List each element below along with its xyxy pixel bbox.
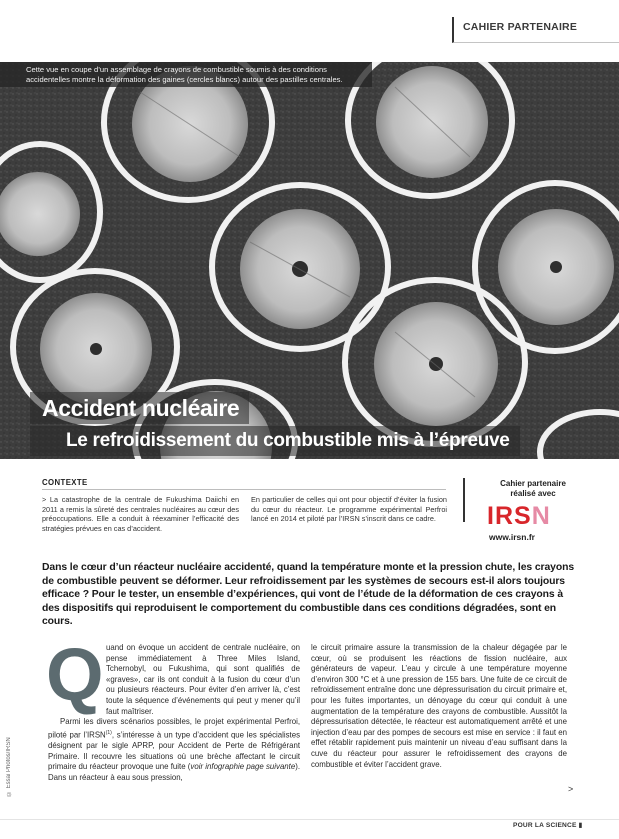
body-paragraph-2-start: Parmi les divers scénarios possibles, le projet expérimental Perfroi, piloté par l’IRSN — [48, 717, 300, 740]
photo-caption: Cette vue en coupe d’un assemblage de crayons de combustible soumis à des conditions accidentelles montre la déformation des gaines (cercles blancs) autour des pastilles centrales. — [0, 62, 372, 87]
body-column-1 — [46, 633, 301, 783]
section-tag: CAHIER PARTENAIRE — [452, 17, 619, 43]
lead-paragraph: Dans le cœur d’un réacteur nucléaire accidenté, quand la température monte et la pression chute, les crayons de combustible peuvent se déformer. Leur refroidissement par les systèmes de secours est-il alors toujours efficace ? Pour le tester, un ensemble d’expériences, qui vont de l’étude de la déformation de ces crayons à des dispositifs qui reproduisent le comportement du combustible dans ces conditions dégradées, sont en cours. — [42, 562, 574, 628]
partner-label-line2: réalisé avec — [510, 489, 556, 498]
context-divider — [42, 489, 446, 490]
magazine-folio: POUR LA SCIENCE ▮ — [513, 822, 583, 829]
context-text-col1: > La catastrophe de la centrale de Fukushima Daiichi en 2011 a remis la sûreté des centrales nucléaires au cœur des préoccupations. Elle a conduit à réexaminer l’efficacité des stratégies prévues en cas d’accident. — [42, 495, 239, 533]
body-paragraph-3: le circuit primaire assure la transmission de la chaleur dégagée par le cœur, où se produisent les réactions de fission nucléaire, aux générateurs de vapeur. L’eau y circule à une température moyenne d’environ 300 °C et à une pression de 155 bars. Une fuite de ce circuit de refroidissement entraîne donc une dépressurisation du circuit primaire et, pour les fuites importantes, un dénoyage du cœur qui conduit à une augmentation de la température des crayons de combustible. Aussitôt la dépressurisation détectée, le réacteur est automatiquement arrêté et une injection d’eau par des pompes de secours est mise en service : il faut en effet rétablir rapidement puis maintenir un niveau d’eau suffisant dans la cuve du réacteur pour assurer le refroidissement des crayons de combustible et éviter l’accident grave. — [311, 643, 567, 769]
footer-divider — [0, 819, 619, 820]
partner-label — [478, 479, 588, 499]
partner-divider — [463, 478, 465, 522]
article-title-block — [30, 392, 590, 456]
photo-credit: © Essai Photos/IRSN — [6, 737, 12, 796]
body-paragraph-2-end: ). Dans un réacteur à eau sous pression, — [48, 762, 301, 782]
context-label: CONTEXTE — [42, 478, 88, 487]
footnote-marker: (1) — [105, 729, 112, 736]
partner-url[interactable]: www.irsn.fr — [489, 532, 535, 542]
partner-label-line1: Cahier partenaire — [500, 479, 566, 488]
article-subtitle: Le refroidissement du combustible mis à l’épreuve — [30, 426, 520, 456]
irsn-logo-main: IRS — [487, 502, 532, 530]
body-column-2 — [311, 643, 567, 770]
body-paragraph-2-mid: , s’intéresse à un type d’accident que les spécialistes désignent par le sigle APRP, pour Accident de Perte de Réfrigérant Primaire. Il recouvre les situations où une brèche affectant le circuit primaire du réacteur provoque une fuite ( — [48, 730, 301, 772]
next-page-arrow-icon: > — [568, 784, 574, 794]
irsn-logo-n: N — [531, 502, 551, 530]
infographic-reference: voir infographie page suivante — [190, 762, 296, 772]
article-title: Accident nucléaire — [30, 392, 249, 424]
irsn-logo — [487, 503, 551, 529]
context-text-col2: En particulier de celles qui ont pour objectif d’éviter la fusion du cœur du réacteur. Le programme expérimental Perfroi lancé en 2014 et piloté par l’IRSN s’inscrit dans ce cadre. — [251, 495, 447, 524]
body-paragraph-1: uand on évoque un accident de centrale nucléaire, on pense immédiatement à Three Miles Island, Tchernobyl, ou Fukushima, qui sont qualifiés de «graves», car ils ont conduit à la fusion du cœur d’un ou plusieurs réacteurs. Pour éviter d’en arriver là, c’est toute la séquence d’événements qui peut y mener qu’il faut maîtriser. — [106, 643, 300, 716]
drop-cap: Q — [46, 633, 104, 716]
hero-photo — [0, 62, 619, 459]
